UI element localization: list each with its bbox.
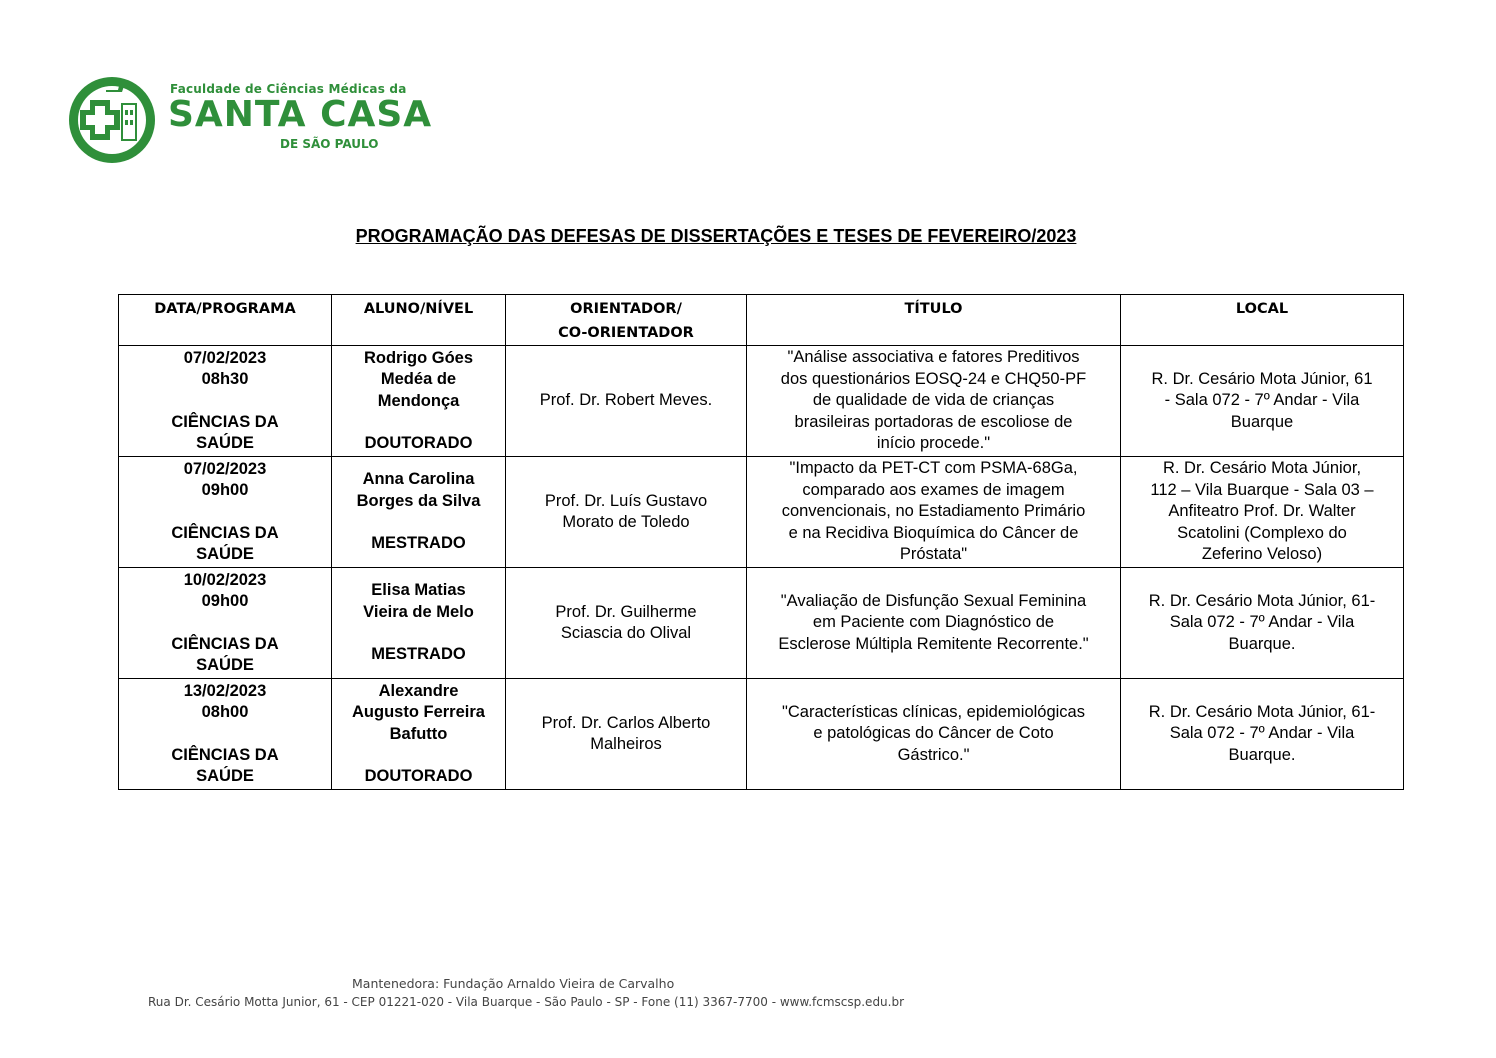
date-program-cell xyxy=(119,346,332,457)
advisor-cell xyxy=(506,346,747,457)
institution-logo xyxy=(66,72,433,168)
degree-level: DOUTORADO xyxy=(364,767,473,785)
table-row xyxy=(119,679,1404,790)
thesis-title-line5: Próstata" xyxy=(899,545,968,564)
advisor-line1: Prof. Dr. Robert Meves. xyxy=(539,391,713,410)
student-name-line1: Rodrigo Góes xyxy=(363,348,474,367)
thesis-title-cell xyxy=(747,679,1121,790)
student-name-line2: Borges da Silva xyxy=(356,491,481,510)
thesis-title-cell xyxy=(747,457,1121,568)
location-line2: Sala 072 - 7º Andar - Vila xyxy=(1169,613,1355,632)
thesis-title-line4: brasileiras portadoras de escoliose de xyxy=(794,412,1073,431)
footer-maintainer: Mantenedora: Fundação Arnaldo Vieira de Carvalho xyxy=(352,976,675,991)
table-row xyxy=(119,457,1404,568)
table-row xyxy=(119,346,1404,457)
defense-date: 07/02/2023 xyxy=(183,459,267,478)
thesis-title-line2: dos questionários EOSQ-24 e CHQ50-PF xyxy=(780,369,1087,388)
student-level-cell xyxy=(332,568,506,679)
location-line1: R. Dr. Cesário Mota Júnior, 61- xyxy=(1148,702,1376,721)
location-cell xyxy=(1121,679,1404,790)
student-name-line1: Anna Carolina xyxy=(362,470,475,489)
student-name-line3: Bafutto xyxy=(389,724,448,743)
thesis-title-line5: início procede." xyxy=(876,434,991,453)
advisor-cell xyxy=(506,679,747,790)
location-line2: - Sala 072 - 7º Andar - Vila xyxy=(1164,391,1360,410)
student-level-cell xyxy=(332,346,506,457)
table-row xyxy=(119,568,1404,679)
location-cell xyxy=(1121,346,1404,457)
advisor-line1: Prof. Dr. Guilherme xyxy=(555,602,697,621)
header-titulo: TÍTULO xyxy=(747,295,1121,346)
thesis-title-line1: "Características clínicas, epidemiológicas xyxy=(782,702,1085,721)
table-header-row xyxy=(119,295,1404,346)
santa-casa-emblem-icon xyxy=(66,72,166,168)
location-line4: Scatolini (Complexo do xyxy=(1177,523,1347,542)
logo-santa-casa-text: SANTA CASA xyxy=(168,94,433,135)
location-cell xyxy=(1121,457,1404,568)
student-name-line3: Mendonça xyxy=(377,391,460,410)
location-line3: Buarque xyxy=(1230,412,1294,431)
student-level-cell xyxy=(332,457,506,568)
program-name-line1: CIÊNCIAS DA xyxy=(171,634,279,653)
location-line5: Zeferino Veloso) xyxy=(1201,545,1323,564)
document-title: PROGRAMAÇÃO DAS DEFESAS DE DISSERTAÇÕES E TESES DE FEVEREIRO/2023 xyxy=(355,226,1077,246)
location-line2: 112 – Vila Buarque - Sala 03 – xyxy=(1150,480,1374,499)
location-line1: R. Dr. Cesário Mota Júnior, 61- xyxy=(1148,591,1376,610)
location-line3: Buarque. xyxy=(1228,745,1296,764)
thesis-title-cell xyxy=(747,346,1121,457)
advisor-line2: Sciascia do Olival xyxy=(560,624,692,642)
header-orientador-line1: ORIENTADOR/ xyxy=(570,301,682,317)
program-name-line2: SAÚDE xyxy=(196,767,254,785)
degree-level: MESTRADO xyxy=(371,534,466,553)
location-line3: Buarque. xyxy=(1228,634,1296,653)
program-name-line2: SAÚDE xyxy=(196,545,254,563)
defense-time: 09h00 xyxy=(201,481,249,499)
date-program-cell xyxy=(119,568,332,679)
logo-sao-paulo-text: DE SÃO PAULO xyxy=(280,137,379,151)
thesis-title-line4: e na Recidiva Bioquímica do Câncer de xyxy=(788,523,1079,542)
logo-faculty-text: Faculdade de Ciências Médicas da xyxy=(170,82,407,96)
program-name-line1: CIÊNCIAS DA xyxy=(171,412,279,431)
thesis-title-line1: "Análise associativa e fatores Preditivos xyxy=(787,348,1080,367)
thesis-title-line2: comparado aos exames de imagem xyxy=(802,480,1065,499)
thesis-title-line1: "Impacto da PET-CT com PSMA-68Ga, xyxy=(789,459,1078,478)
advisor-line2: Malheiros xyxy=(590,735,662,753)
thesis-title-line3: de qualidade de vida de crianças xyxy=(812,391,1055,410)
header-orientador-line2: CO-ORIENTADOR xyxy=(558,325,694,341)
student-name-line1: Alexandre xyxy=(378,681,459,700)
advisor-cell xyxy=(506,457,747,568)
header-orientador xyxy=(506,295,747,346)
defense-time: 08h00 xyxy=(201,703,249,721)
defense-date: 10/02/2023 xyxy=(183,570,267,589)
location-line1: R. Dr. Cesário Mota Júnior, xyxy=(1162,459,1362,478)
student-level-cell xyxy=(332,679,506,790)
defense-schedule-table xyxy=(118,294,1404,790)
student-name-line2: Medéa de xyxy=(380,370,457,388)
defense-date: 07/02/2023 xyxy=(183,348,267,367)
thesis-title-line2: em Paciente com Diagnóstico de xyxy=(812,613,1055,632)
thesis-title-line3: Gástrico." xyxy=(897,745,970,764)
advisor-cell xyxy=(506,568,747,679)
defense-date: 13/02/2023 xyxy=(183,681,267,700)
student-name-line2: Vieira de Melo xyxy=(363,602,474,621)
thesis-title-line2: e patológicas do Câncer de Coto xyxy=(813,724,1054,743)
student-name-line2: Augusto Ferreira xyxy=(352,703,485,721)
advisor-line1: Prof. Dr. Carlos Alberto xyxy=(541,713,711,732)
date-program-cell xyxy=(119,679,332,790)
student-name-line1: Elisa Matias xyxy=(371,581,466,600)
location-line2: Sala 072 - 7º Andar - Vila xyxy=(1169,724,1355,743)
footer-address: Rua Dr. Cesário Motta Junior, 61 - CEP 01221-020 - Vila Buarque - São Paulo - SP - Fone (11) 3367-7700 - www.fcmscsp.edu.br xyxy=(148,995,905,1009)
program-name-line2: SAÚDE xyxy=(196,434,254,452)
degree-level: MESTRADO xyxy=(371,645,466,664)
location-cell xyxy=(1121,568,1404,679)
thesis-title-line1: "Avaliação de Disfunção Sexual Feminina xyxy=(780,591,1087,610)
location-line3: Anfiteatro Prof. Dr. Walter xyxy=(1168,502,1356,521)
date-program-cell xyxy=(119,457,332,568)
header-aluno-nivel: ALUNO/NÍVEL xyxy=(332,295,506,346)
advisor-line2: Morato de Toledo xyxy=(562,513,690,531)
header-local: LOCAL xyxy=(1121,295,1404,346)
degree-level: DOUTORADO xyxy=(364,434,473,452)
defense-time: 09h00 xyxy=(201,592,249,610)
defense-time: 08h30 xyxy=(201,370,249,388)
thesis-title-cell xyxy=(747,568,1121,679)
header-data-programa: DATA/PROGRAMA xyxy=(119,295,332,346)
thesis-title-line3: convencionais, no Estadiamento Primário xyxy=(781,502,1086,521)
thesis-title-line3: Esclerose Múltipla Remitente Recorrente." xyxy=(778,634,1089,653)
program-name-line2: SAÚDE xyxy=(196,656,254,674)
program-name-line1: CIÊNCIAS DA xyxy=(171,523,279,542)
advisor-line1: Prof. Dr. Luís Gustavo xyxy=(544,491,708,510)
location-line1: R. Dr. Cesário Mota Júnior, 61 xyxy=(1151,369,1373,388)
program-name-line1: CIÊNCIAS DA xyxy=(171,745,279,764)
